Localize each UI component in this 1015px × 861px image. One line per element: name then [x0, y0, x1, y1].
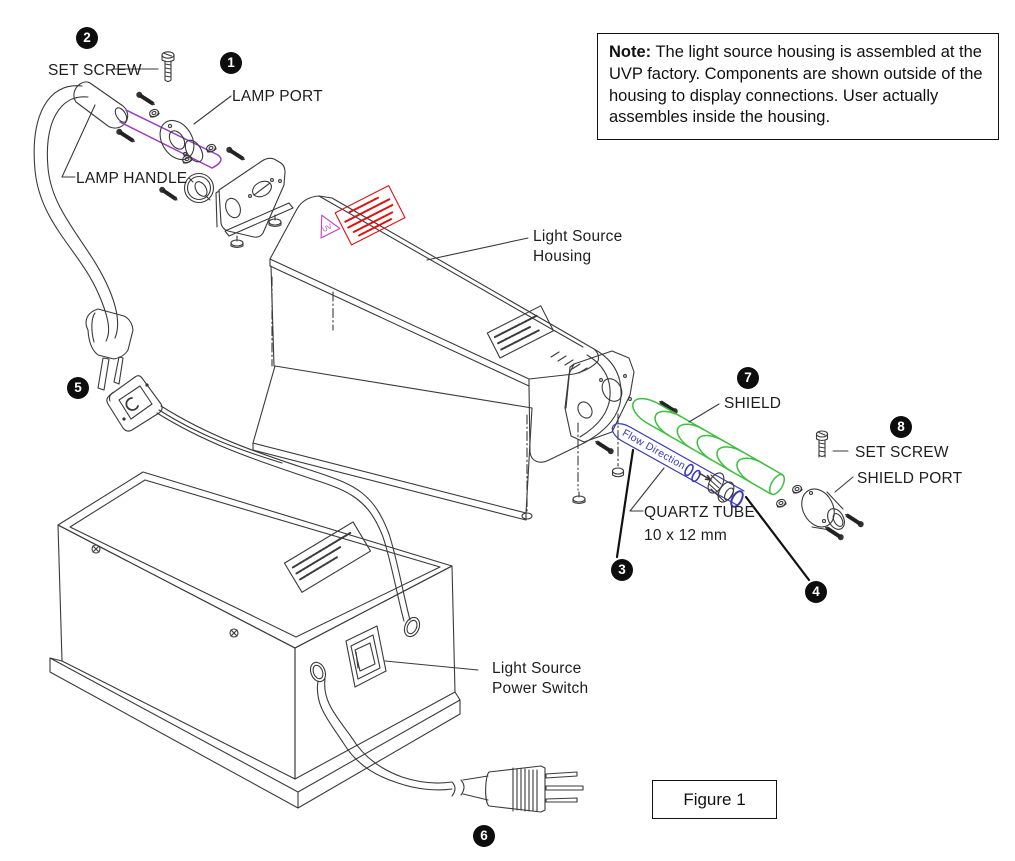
lamp-plug-drawing: [86, 309, 133, 390]
label-lamp-port: LAMP PORT: [232, 88, 323, 105]
label-shield-port: SHIELD PORT: [857, 470, 963, 487]
flow-direction-text: Flow Direction: [620, 427, 688, 473]
callout-8: 8: [890, 416, 912, 438]
label-power-switch: [492, 659, 588, 698]
label-light-source-housing: [533, 227, 622, 266]
note-label: Note:: [609, 43, 652, 61]
lamp-handle-leader: [62, 105, 95, 177]
callout4-leader: [746, 497, 809, 580]
label-housing-line2: Housing: [533, 247, 592, 265]
uv-triangle-text: UV: [321, 223, 334, 234]
connector-cable-drawing: [157, 406, 410, 621]
housing-feet-drawing: [522, 468, 624, 519]
callout-5: 5: [67, 377, 89, 399]
note-body: The light source housing is assembled at the UVP factory. Components are shown outside of the housing to display connections. User actually assembles inside the housing.: [609, 43, 983, 127]
mains-plug-drawing: [486, 766, 583, 812]
power-supply-box-drawing: [50, 472, 460, 808]
label-set-screw-top: SET SCREW: [48, 62, 142, 79]
callout-1: 1: [220, 52, 242, 74]
power-connector-drawing: [107, 376, 162, 431]
lamp-handle-drawing: [74, 82, 129, 128]
label-switch-line1: Light Source: [492, 660, 582, 677]
box-spec-label-drawing: [284, 522, 370, 592]
label-shield: SHIELD: [724, 395, 782, 412]
housing-spec-label-drawing: [487, 306, 553, 358]
callout-4: 4: [805, 581, 827, 603]
callout-7: 7: [737, 367, 759, 389]
power-switch-drawing: [346, 626, 478, 687]
shield-leader: [689, 404, 719, 422]
set-screw-right-drawing: [817, 431, 849, 457]
callout3-leader: [617, 450, 633, 557]
label-switch-line2: Power Switch: [492, 679, 589, 697]
label-housing-line1: Light Source: [533, 228, 623, 245]
label-set-screw-right: SET SCREW: [855, 444, 949, 461]
label-quartz-line2: 10 x 12 mm: [644, 526, 727, 544]
note-box: [597, 33, 999, 140]
right-end-plate-drawing: [565, 351, 679, 455]
label-quartz-tube: [644, 503, 755, 545]
callout-6: 6: [473, 825, 495, 847]
figure-caption: Figure 1: [683, 790, 746, 809]
label-lamp-handle: LAMP HANDLE: [76, 170, 188, 187]
left-end-plate-drawing: [185, 158, 294, 247]
callout-2: 2: [76, 27, 98, 49]
figure-caption-box: [652, 780, 777, 819]
label-quartz-line1: QUARTZ TUBE: [644, 504, 756, 521]
uv-lamp-drawing: [120, 110, 221, 168]
shield-port-drawing: [776, 477, 865, 541]
callout-3: 3: [611, 559, 633, 581]
